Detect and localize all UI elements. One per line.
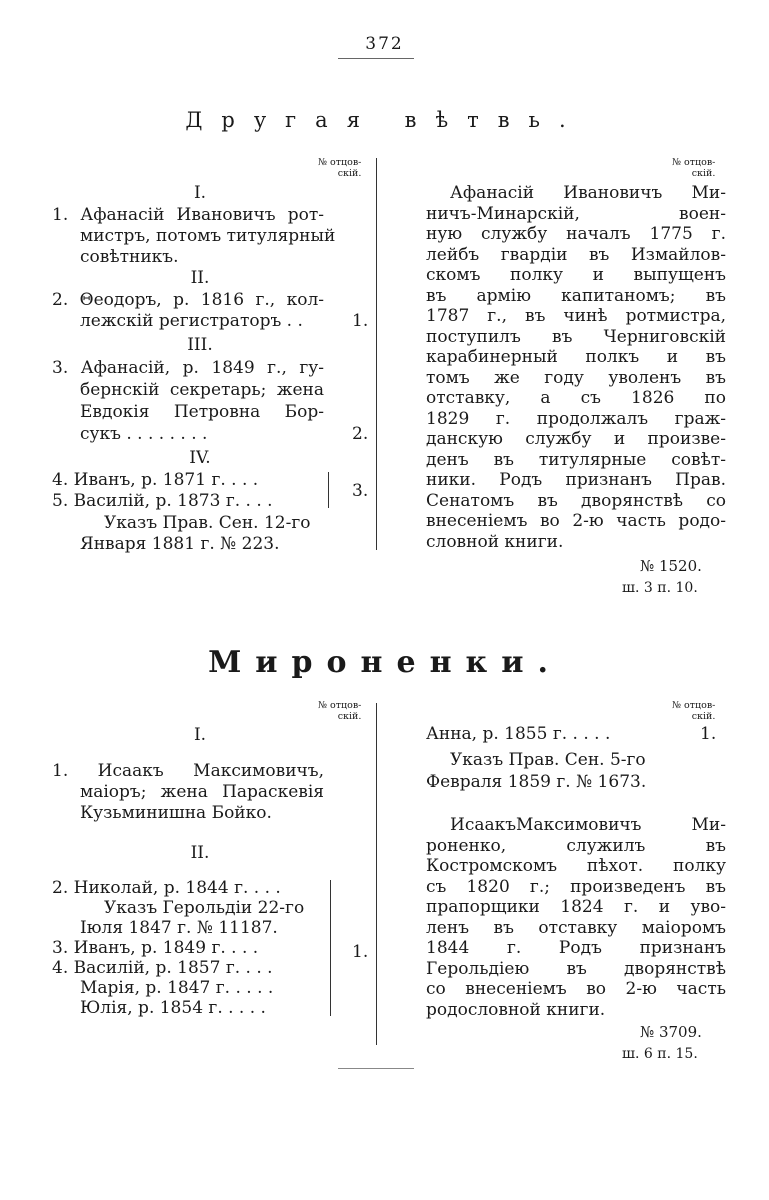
decree-2-line-2: Февраля 1859 г. № 1673. [426, 772, 647, 792]
biography-line: 1844 г. Родъ признанъ [426, 938, 726, 958]
biography-line: денъ въ титулярные совѣт- [426, 449, 726, 470]
reference-number-2: № 3709. [640, 1023, 702, 1041]
person-2-father-num: 1. [352, 311, 369, 331]
biography-line: ники. Родъ признанъ Прав. [426, 470, 726, 490]
person-3-father-num: 2. [352, 424, 369, 444]
biography-line: поступилъ въ Черниговскій [426, 326, 726, 347]
biography-line: въ армію капитаномъ; въ [426, 285, 726, 306]
decree-line-2: Января 1881 г. № 223. [80, 534, 280, 554]
biography-line: Афанасій Ивановичъ Ми- [450, 183, 726, 203]
page-number: 372 [365, 34, 404, 54]
child-maria: Марія, р. 1847 г. . . . . [80, 978, 274, 998]
biography-line: роненко, служилъ въ [426, 835, 726, 856]
biography-line: 1787 г., въ чинѣ ротмистра, [426, 306, 726, 326]
biography-line: Костромскомъ пѣхот. полку [426, 856, 726, 876]
children-father-num: 1. [352, 942, 369, 962]
persons-4-5-father-num: 3. [352, 481, 369, 501]
biography-line: лейбъ гвардіи въ Измайлов- [426, 244, 726, 265]
isaak-line-1: 1. Исаакъ Максимовичъ, [52, 761, 324, 781]
child-anna-father-num: 1. [700, 724, 717, 744]
generation-3: III. [187, 335, 213, 355]
person-3-line-3: Евдокія Петровна Бор- [80, 402, 324, 422]
person-3-line-4: сукъ . . . . . . . . [80, 424, 208, 444]
biography-line: Сенатомъ въ дворянствѣ со [426, 490, 726, 511]
column-note-right-2: № отцов- скій. [672, 700, 716, 722]
generation-2-mironenki: II. [190, 843, 210, 863]
column-note-left-2: № отцов- скій. [318, 700, 362, 722]
biography-line: карабинерный полкъ и въ [426, 347, 726, 367]
reference-location-1: ш. 3 п. 10. [622, 580, 698, 596]
top-rule [338, 58, 414, 59]
person-2-line-1: 2. Θеодоръ, р. 1816 г., кол- [52, 290, 324, 310]
biography-line: прапорщики 1824 г. и уво- [426, 897, 726, 917]
child-yulia: Юлія, р. 1854 г. . . . . [80, 998, 266, 1018]
child-vasily: 4. Василій, р. 1857 г. . . . [52, 958, 273, 978]
biography-line: ленъ въ отставку маіоромъ [426, 917, 726, 938]
person-1-line-2: мистръ, потомъ титулярный [80, 226, 336, 246]
biography-line: внесеніемъ во 2-ю часть родо- [426, 511, 726, 531]
biography-line: 1829 г. продолжалъ граж- [426, 408, 726, 429]
person-2-line-2: лежскій регистраторъ . . [80, 311, 303, 331]
biography-line: словной книги. [426, 531, 564, 552]
children-bracket-2 [330, 880, 331, 1016]
decree-line-1: Указъ Прав. Сен. 12-го [104, 513, 311, 533]
generation-2: II. [190, 268, 210, 288]
person-5-line: 5. Василій, р. 1873 г. . . . [52, 491, 273, 511]
child-nikolai-decree-2: Іюля 1847 г. № 11187. [80, 918, 278, 938]
child-ivan: 3. Иванъ, р. 1849 г. . . . [52, 938, 259, 958]
decree-2-line-1: Указъ Прав. Сен. 5-го [450, 750, 646, 770]
section-title-mironenki: Мироненки. [208, 645, 562, 680]
biography-line: ную службу началъ 1775 г. [426, 224, 726, 244]
child-nikolai: 2. Николай, р. 1844 г. . . . [52, 878, 281, 898]
biography-line: ИсаакъМаксимовичъ Ми- [450, 815, 726, 835]
section-title-drugaya-vetv: Другая вѣтвь. [185, 108, 585, 132]
biography-line: съ 1820 г.; произведенъ въ [426, 876, 726, 897]
isaak-line-2: маіоръ; жена Параскевія [80, 782, 324, 802]
child-anna: Анна, р. 1855 г. . . . . [426, 724, 611, 744]
column-divider-2 [376, 703, 377, 1045]
biography-line: родословной книги. [426, 999, 606, 1020]
column-divider-1 [376, 158, 377, 550]
generation-1: I. [193, 183, 207, 203]
reference-location-2: ш. 6 п. 15. [622, 1046, 698, 1062]
generation-1-mironenki: I. [193, 725, 207, 745]
biography-line: Герольдіею въ дворянствѣ [426, 958, 726, 979]
column-note-left-1: № отцов- скій. [318, 157, 362, 179]
column-note-right-1: № отцов- скій. [672, 157, 716, 179]
person-4-line: 4. Иванъ, р. 1871 г. . . . [52, 470, 259, 490]
person-3-line-1: 3. Афанасій, р. 1849 г., гу- [52, 358, 324, 378]
reference-number-1: № 1520. [640, 557, 702, 575]
biography-line: данскую службу и произве- [426, 429, 726, 449]
person-3-line-2: бернскій секретарь; жена [80, 380, 324, 400]
biography-line: томъ же году уволенъ въ [426, 367, 726, 388]
biography-line: отставку, а съ 1826 по [426, 388, 726, 408]
child-nikolai-decree-1: Указъ Герольдіи 22-го [104, 898, 305, 918]
biography-line: скомъ полку и выпущенъ [426, 265, 726, 285]
biography-line: ничъ-Минарскій, воен- [426, 203, 726, 224]
person-1-line-3: совѣтникъ. [80, 247, 179, 267]
bottom-rule [338, 1068, 414, 1069]
isaak-line-3: Кузьминишна Бойко. [80, 803, 272, 823]
biography-line: со внесеніемъ во 2-ю часть [426, 979, 726, 999]
person-1-line-1: 1. Афанасій Ивановичъ рот- [52, 205, 324, 225]
children-bracket-1 [328, 472, 329, 508]
generation-4: IV. [189, 448, 211, 468]
